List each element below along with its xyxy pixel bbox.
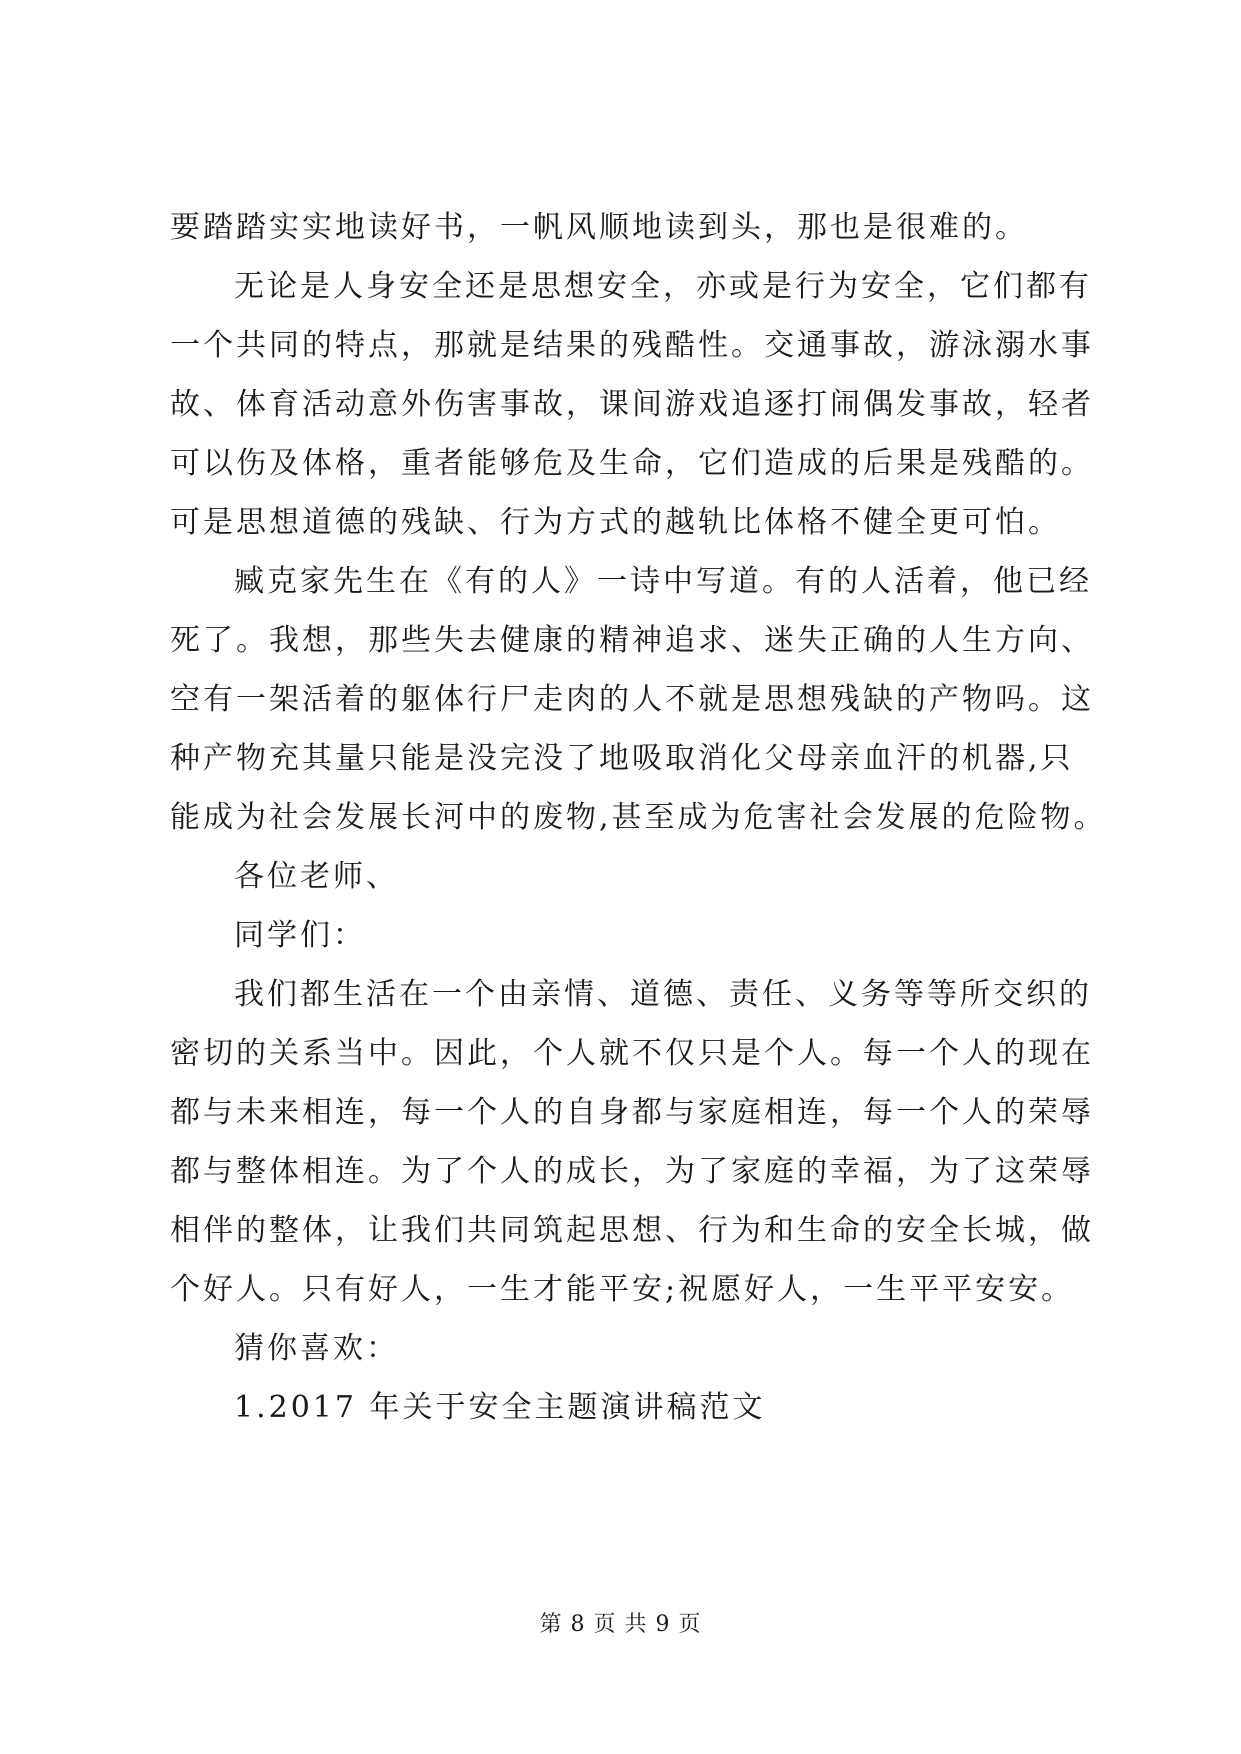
body-text [170,198,1107,1437]
page-footer [0,1610,1241,1640]
related-heading: 猜你喜欢： [234,1331,399,1366]
text-line: 都与整体相连。为了个人的成长，为了家庭的幸福，为了这荣辱 [170,1154,1094,1189]
text-line: 可以伤及体格，重者能够危及生命，它们造成的后果是残酷的。 [170,446,1094,481]
text-line: 一个共同的特点，那就是结果的残酷性。交通事故，游泳溺水事 [170,328,1094,363]
text-line: 死了。我想，那些失去健康的精神追求、迷失正确的人生方向、 [170,623,1094,658]
text-line: 要踏踏实实地读好书，一帆风顺地读到头，那也是很难的。 [170,210,1028,245]
text-line: 各位老师、 [234,859,399,894]
text-line: 同学们： [234,918,366,953]
text-line: 臧克家先生在《有的人》一诗中写道。有的人活着，他已经 [234,564,1092,599]
page-number: 第 8 页 共 9 页 [539,1612,702,1637]
text-line: 密切的关系当中。因此，个人就不仅只是个人。每一个人的现在 [170,1036,1094,1071]
related-link-item[interactable]: 1.2017 年关于安全主题演讲稿范文 [234,1390,766,1425]
text-line: 空有一架活着的躯体行尸走肉的人不就是思想残缺的产物吗。这 [170,682,1094,717]
text-line: 无论是人身安全还是思想安全，亦或是行为安全，它们都有 [234,269,1092,304]
text-line: 故、体育活动意外伤害事故，课间游戏追逐打闹偶发事故，轻者 [170,387,1094,422]
text-line: 相伴的整体，让我们共同筑起思想、行为和生命的安全长城，做 [170,1213,1094,1248]
text-line: 种产物充其量只能是没完没了地吸取消化父母亲血汗的机器,只 [170,741,1074,776]
text-line: 能成为社会发展长河中的废物,甚至成为危害社会发展的危险物。 [170,800,1107,835]
text-line: 个好人。只有好人，一生才能平安;祝愿好人，一生平平安安。 [170,1272,1075,1307]
text-line: 可是思想道德的残缺、行为方式的越轨比体格不健全更可怕。 [170,505,1061,540]
text-line: 我们都生活在一个由亲情、道德、责任、义务等等所交织的 [234,977,1092,1012]
text-line: 都与未来相连，每一个人的自身都与家庭相连，每一个人的荣辱 [170,1095,1094,1130]
